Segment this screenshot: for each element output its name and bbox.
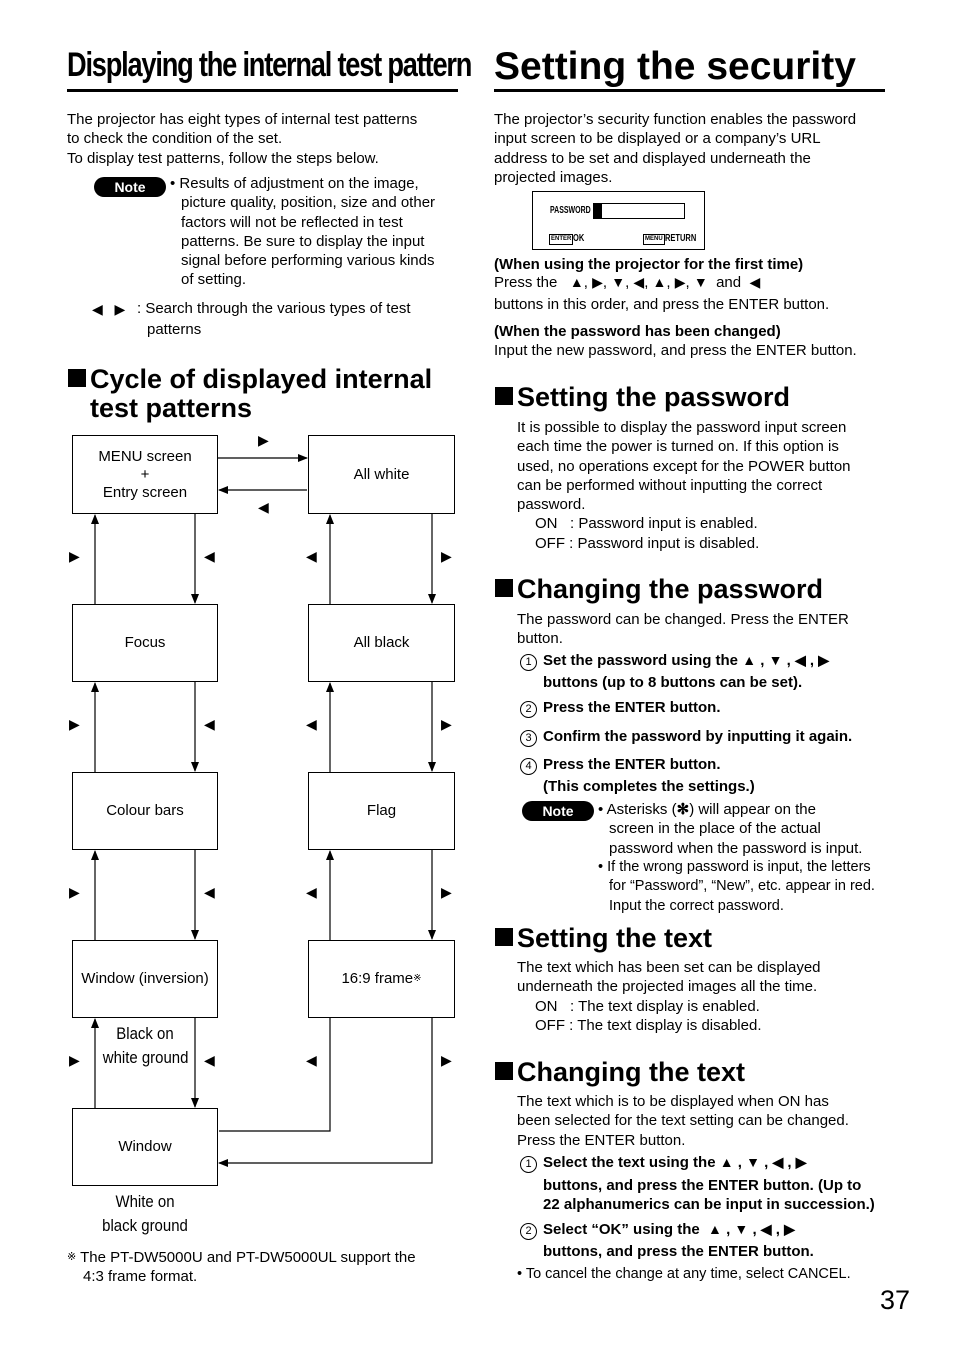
asterisk-icon: ✻ bbox=[676, 801, 690, 818]
box-all-black: All black bbox=[308, 604, 455, 682]
pw-step-2: Press the ENTER button. bbox=[543, 699, 721, 716]
left-arrow-icon: ◀ bbox=[749, 274, 761, 290]
right-arrow-icon: ▶ bbox=[69, 1052, 80, 1068]
first-time-tail: buttons in this order, and press the ENTER button. bbox=[494, 296, 830, 313]
pw-step-1: Set the password using the ▲ , ▼ , ◀ , ▶ bbox=[543, 652, 830, 669]
changing-text-text: The text which is to be displayed when ON has been selected for the text setting can be changed. Press the ENTER button. bbox=[517, 1093, 849, 1149]
box-16-9-frame: 16:9 frame ※ bbox=[308, 940, 455, 1018]
text-step-2b: buttons, and press the ENTER button. bbox=[543, 1243, 814, 1260]
password-screen-illustration bbox=[532, 191, 705, 250]
pw-step-3: Confirm the password by inputting it again. bbox=[543, 728, 853, 745]
right-arrow-icon: ▶ bbox=[114, 301, 126, 317]
pw-note-2: • If the wrong password is input, the letters for “Password”, “New”, etc. appear in red. Input the correct password. bbox=[598, 859, 875, 914]
left-note-text: • Results of adjustment on the image, picture quality, position, size and other factors will not be reflected in test patterns. Be sure to display the input signal before performing various kinds of setting. bbox=[170, 175, 436, 289]
right-arrow-icon: ▶ bbox=[592, 274, 603, 290]
left-arrow-icon: ◀ bbox=[204, 884, 215, 900]
down-arrow-icon: ▼ bbox=[693, 274, 708, 290]
box-window: Window bbox=[72, 1108, 218, 1186]
down-arrow-icon: ▼ bbox=[768, 652, 783, 668]
right-arrow-icon: ▶ bbox=[441, 716, 452, 732]
first-time-sequence: Press the ▲, ▶, ▼, ◀, ▲, ▶, ▼ and ◀ bbox=[494, 274, 761, 291]
step-number-4: 4 bbox=[520, 758, 537, 775]
left-arrow-icon: ◀ bbox=[760, 1221, 772, 1237]
right-arrow-icon: ▶ bbox=[441, 884, 452, 900]
right-arrow-icon: ▶ bbox=[784, 1221, 795, 1237]
box-menu-entry-screen: MENU screen + Entry screen bbox=[72, 435, 218, 514]
pw-step-4b: (This completes the settings.) bbox=[543, 778, 755, 795]
changed-heading: (When the password has been changed) bbox=[494, 323, 781, 340]
section-square-icon bbox=[495, 928, 513, 946]
right-arrow-icon: ▶ bbox=[818, 652, 830, 668]
left-arrow-icon: ◀ bbox=[306, 884, 317, 900]
setting-text-heading: Setting the text bbox=[495, 924, 712, 953]
box-colour-bars: Colour bars bbox=[72, 772, 218, 850]
box-focus: Focus bbox=[72, 604, 218, 682]
right-arrow-icon: ▶ bbox=[795, 1154, 807, 1170]
text-step-1: Select the text using the ▲ , ▼ , ◀ , ▶ bbox=[543, 1154, 807, 1171]
step-number-2: 2 bbox=[520, 701, 537, 718]
left-arrow-icon: ◀ bbox=[794, 652, 806, 668]
down-arrow-icon: ▼ bbox=[611, 274, 626, 290]
up-arrow-icon: ▲ bbox=[652, 274, 667, 290]
first-time-heading: (When using the projector for the first time) bbox=[494, 256, 804, 273]
left-right-arrow-icons bbox=[92, 301, 125, 318]
section-square-icon bbox=[68, 369, 86, 387]
osd-password-label: PASSWORD bbox=[550, 205, 591, 216]
text-step-1b: buttons, and press the ENTER button. (Up to 22 alphanumerics can be input in succession.) bbox=[543, 1177, 875, 1214]
right-arrow-icon: ▶ bbox=[69, 548, 80, 564]
left-arrow-icon: ◀ bbox=[204, 548, 215, 564]
search-text: : Search through the various types of test patterns bbox=[137, 300, 411, 339]
left-title-rule bbox=[67, 89, 458, 92]
down-arrow-icon: ▼ bbox=[734, 1221, 749, 1237]
left-arrow-icon: ◀ bbox=[204, 1052, 215, 1068]
page-number: 37 bbox=[880, 1285, 911, 1315]
right-page-title: Setting the security bbox=[494, 45, 856, 88]
right-arrow-icon: ▶ bbox=[674, 274, 686, 290]
left-arrow-icon: ◀ bbox=[92, 301, 103, 317]
right-arrow-icon: ▶ bbox=[69, 884, 80, 900]
step-number-1: 1 bbox=[520, 1156, 537, 1173]
note-badge: Note bbox=[522, 801, 594, 821]
up-arrow-icon: ▲ bbox=[708, 1221, 722, 1237]
reference-mark-icon: ※ bbox=[67, 1251, 77, 1263]
enter-key-icon: ENTER bbox=[549, 234, 573, 245]
left-arrow-icon: ◀ bbox=[306, 548, 317, 564]
reference-mark-icon: ※ bbox=[413, 973, 422, 984]
changing-password-text: The password can be changed. Press the ENTER button. bbox=[517, 611, 849, 648]
right-arrow-icon: ▶ bbox=[441, 548, 452, 564]
left-arrow-icon: ◀ bbox=[306, 716, 317, 732]
footnote: ※ The PT-DW5000U and PT-DW5000UL support the 4:3 frame format. bbox=[67, 1249, 416, 1286]
security-intro: The projector’s security function enables the password input screen to be displayed or a company’s URL address to be set and displayed underneath the projected images. bbox=[494, 111, 857, 186]
section-square-icon bbox=[495, 579, 513, 597]
down-arrow-icon: ▼ bbox=[746, 1154, 760, 1170]
setting-password-text: It is possible to display the password input screen each time the power is turned on. If this option is used, no operations except for the POWER button can be performed without inputting the correct password. ON : Password input is enabled. OFF : Password input is disabled. bbox=[517, 419, 851, 552]
changing-password-heading: Changing the password bbox=[495, 575, 823, 604]
right-arrow-icon: ▶ bbox=[258, 432, 269, 448]
box-window-inversion: Window (inversion) bbox=[72, 940, 218, 1018]
section-square-icon bbox=[495, 387, 513, 405]
left-arrow-icon: ◀ bbox=[772, 1154, 784, 1170]
left-arrow-icon: ◀ bbox=[306, 1052, 317, 1068]
white-on-black-label: White on black ground bbox=[102, 1192, 188, 1235]
box-flag: Flag bbox=[308, 772, 455, 850]
pw-step-1b: buttons (up to 8 buttons can be set). bbox=[543, 674, 803, 691]
up-arrow-icon: ▲ bbox=[742, 652, 757, 668]
menu-key-icon: MENU bbox=[643, 234, 665, 245]
changed-text: Input the new password, and press the ENTER button. bbox=[494, 342, 857, 359]
right-arrow-icon: ▶ bbox=[69, 716, 80, 732]
setting-password-heading: Setting the password bbox=[495, 383, 790, 412]
step-number-3: 3 bbox=[520, 730, 537, 747]
left-arrow-icon: ◀ bbox=[633, 274, 645, 290]
text-step-2: Select “OK” using the ▲ , ▼ , ◀ , ▶ bbox=[543, 1221, 795, 1238]
pw-step-4: Press the ENTER button. bbox=[543, 756, 721, 773]
black-on-white-label: Black on white ground bbox=[102, 1024, 189, 1067]
setting-text-text: The text which has been set can be displayed underneath the projected images all the time. ON : The text display is enabled. OFF : The text display is disabled. bbox=[517, 959, 821, 1034]
changing-text-heading: Changing the text bbox=[495, 1058, 745, 1087]
left-arrow-icon: ◀ bbox=[204, 716, 215, 732]
step-number-1: 1 bbox=[520, 654, 537, 671]
right-arrow-icon: ▶ bbox=[441, 1052, 452, 1068]
right-title-rule bbox=[494, 89, 885, 92]
up-arrow-icon: ▲ bbox=[719, 1154, 734, 1170]
section-square-icon bbox=[495, 1062, 513, 1080]
box-all-white: All white bbox=[308, 435, 455, 514]
up-arrow-icon: ▲ bbox=[569, 274, 584, 290]
pw-note-1: • Asterisks (✻) will appear on the screen in the place of the actual password when the password is input. bbox=[598, 801, 863, 857]
left-arrow-icon: ◀ bbox=[258, 499, 269, 515]
osd-password-field bbox=[593, 203, 685, 219]
step-number-2: 2 bbox=[520, 1223, 537, 1240]
osd-ok: ENTER OK bbox=[551, 233, 585, 244]
left-page-title: Displaying the internal test pattern bbox=[67, 46, 472, 84]
cancel-note: • To cancel the change at any time, select CANCEL. bbox=[517, 1266, 851, 1282]
note-badge: Note bbox=[94, 177, 166, 197]
cycle-heading: Cycle of displayed internal test patterns bbox=[68, 365, 432, 423]
left-intro: The projector has eight types of internal test patterns to check the condition of the set. To display test patterns, follow the steps below. bbox=[67, 111, 418, 167]
osd-return: MENU RETURN bbox=[645, 233, 696, 244]
